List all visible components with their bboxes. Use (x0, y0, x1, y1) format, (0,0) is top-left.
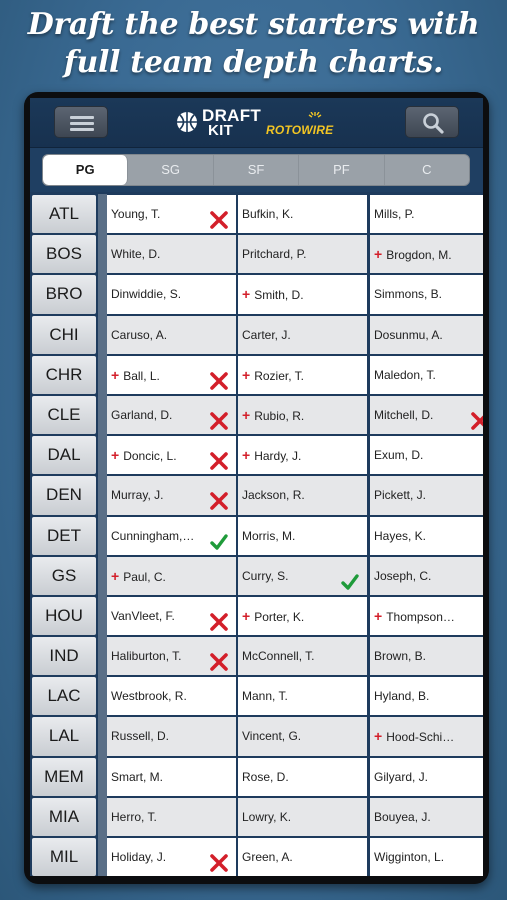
search-icon (422, 112, 444, 134)
app-logo (176, 104, 346, 144)
x-icon (471, 407, 483, 425)
team-row (30, 556, 483, 596)
player-cell[interactable] (238, 476, 367, 514)
player-cell[interactable] (107, 597, 236, 635)
player-name: Cunningham,… (111, 528, 195, 543)
plus-icon: + (242, 607, 251, 624)
player-name: Hyland, B. (374, 689, 430, 704)
plus-icon: + (111, 366, 120, 383)
row-divider (98, 395, 107, 435)
row-divider (98, 757, 107, 797)
player-name: VanVleet, F. (111, 608, 175, 623)
team-row (30, 797, 483, 837)
player-cell[interactable] (107, 396, 236, 434)
team-button[interactable]: LAC (32, 677, 96, 715)
team-row (30, 676, 483, 716)
player-cell[interactable] (370, 557, 483, 595)
logo-brand: ROTOWIRE (266, 123, 334, 137)
player-cell[interactable] (370, 798, 483, 836)
headline-line-2: full team depth charts. (63, 45, 444, 80)
team-row (30, 355, 483, 395)
row-divider (98, 837, 107, 876)
player-name: Doncic, L. (123, 449, 177, 464)
player-name: Holiday, J. (111, 850, 167, 864)
player-name: Rozier, T. (254, 368, 304, 383)
team-button[interactable]: BRO (32, 275, 96, 313)
tab-sg[interactable]: SG (128, 155, 213, 185)
player-cell[interactable] (238, 436, 367, 474)
player-name: Curry, S. (242, 568, 289, 583)
player-name: Green, A. (242, 850, 293, 864)
row-divider (98, 636, 107, 676)
player-cell[interactable] (370, 677, 483, 715)
player-cell[interactable] (238, 356, 367, 394)
player-cell[interactable] (107, 275, 236, 313)
player-cell[interactable] (107, 316, 236, 354)
x-icon (210, 608, 228, 626)
x-icon (210, 367, 228, 385)
team-row (30, 194, 483, 234)
team-button[interactable]: MIL (32, 838, 96, 876)
row-divider (98, 516, 107, 556)
x-icon (210, 447, 228, 465)
player-cell[interactable] (370, 717, 483, 755)
player-name: Mann, T. (242, 689, 288, 704)
player-name: Jackson, R. (242, 488, 305, 503)
player-name: Dinwiddie, S. (111, 287, 182, 302)
player-cell[interactable] (238, 275, 367, 313)
team-row (30, 596, 483, 636)
player-cell[interactable] (370, 235, 483, 273)
plus-icon: + (374, 246, 383, 263)
team-button[interactable]: DET (32, 517, 96, 555)
player-cell[interactable] (107, 436, 236, 474)
player-name: White, D. (111, 247, 161, 262)
row-divider (98, 475, 107, 515)
player-cell[interactable] (238, 517, 367, 555)
player-cell[interactable] (370, 275, 483, 313)
player-cell[interactable] (238, 677, 367, 715)
player-cell[interactable] (238, 637, 367, 675)
player-name: Ball, L. (123, 368, 160, 383)
player-cell[interactable] (370, 637, 483, 675)
player-name: McConnell, T. (242, 649, 315, 664)
top-bar (30, 98, 483, 148)
player-cell[interactable] (370, 316, 483, 354)
player-name: Mitchell, D. (374, 407, 434, 422)
player-cell[interactable] (107, 838, 236, 876)
player-name: Porter, K. (254, 609, 305, 624)
player-name: Herro, T. (111, 809, 157, 824)
team-row (30, 315, 483, 355)
player-name: Maledon, T. (374, 367, 436, 382)
player-name: Bufkin, K. (242, 207, 294, 221)
player-cell[interactable] (107, 356, 236, 394)
player-cell[interactable] (370, 195, 483, 233)
team-button[interactable]: GS (32, 557, 96, 595)
player-cell[interactable] (107, 517, 236, 555)
x-icon (210, 648, 228, 666)
team-row (30, 837, 483, 876)
player-name: Murray, J. (111, 488, 164, 503)
row-divider (98, 234, 107, 274)
team-button[interactable]: CHI (32, 316, 96, 354)
check-icon (341, 568, 359, 586)
player-cell[interactable] (107, 717, 236, 755)
headline-line-1: Draft the best starters with (27, 7, 480, 42)
player-name: Morris, M. (242, 528, 296, 543)
player-name: Dosunmu, A. (374, 327, 443, 342)
row-divider (98, 676, 107, 716)
team-button[interactable]: LAL (32, 717, 96, 755)
player-name: Rubio, R. (254, 408, 305, 423)
player-name: Vincent, G. (242, 729, 302, 744)
player-name: Joseph, C. (374, 568, 432, 583)
team-row (30, 757, 483, 797)
player-name: Pickett, J. (374, 488, 427, 503)
tab-pf[interactable]: PF (299, 155, 384, 185)
team-row (30, 516, 483, 556)
team-button[interactable]: CLE (32, 396, 96, 434)
team-row (30, 395, 483, 435)
player-name: Hardy, J. (254, 449, 302, 464)
team-row (30, 475, 483, 515)
player-name: Carter, J. (242, 327, 291, 342)
player-cell[interactable] (107, 476, 236, 514)
player-name: Simmons, B. (374, 287, 443, 302)
player-name: Rose, D. (242, 769, 289, 784)
row-divider (98, 315, 107, 355)
team-button[interactable]: MIA (32, 798, 96, 836)
player-cell[interactable] (238, 235, 367, 273)
x-icon (210, 849, 228, 867)
search-button[interactable] (405, 106, 459, 138)
player-cell[interactable] (238, 396, 367, 434)
player-name: Thompson… (386, 609, 455, 624)
player-name: Lowry, K. (242, 809, 292, 824)
plus-icon: + (242, 286, 251, 303)
spark-icon (308, 112, 322, 124)
position-tabs (42, 154, 470, 186)
team-row (30, 636, 483, 676)
plus-icon: + (111, 447, 120, 464)
player-cell[interactable] (370, 758, 483, 796)
team-button[interactable]: DAL (32, 436, 96, 474)
player-cell[interactable] (370, 597, 483, 635)
player-cell[interactable] (238, 195, 367, 233)
player-name: Russell, D. (111, 729, 170, 744)
team-button[interactable]: IND (32, 637, 96, 675)
team-row (30, 274, 483, 314)
player-name: Westbrook, R. (111, 689, 187, 704)
player-cell[interactable] (238, 798, 367, 836)
player-name: Caruso, A. (111, 327, 168, 342)
player-cell[interactable] (107, 637, 236, 675)
position-tabs-bar (30, 148, 483, 192)
row-divider (98, 274, 107, 314)
x-icon (210, 487, 228, 505)
player-cell[interactable] (238, 717, 367, 755)
logo-word-draft: DRAFT (202, 106, 262, 125)
team-button[interactable]: HOU (32, 597, 96, 635)
plus-icon: + (242, 366, 251, 383)
row-divider (98, 194, 107, 234)
player-name: Bouyea, J. (374, 809, 431, 824)
player-cell[interactable] (370, 476, 483, 514)
depth-chart-grid (30, 194, 483, 876)
player-cell[interactable] (238, 557, 367, 595)
player-name: Brown, B. (374, 649, 427, 664)
plus-icon: + (242, 406, 251, 423)
player-cell[interactable] (107, 677, 236, 715)
player-cell[interactable] (370, 838, 483, 876)
player-name: Wigginton, L. (374, 850, 445, 864)
player-name: Brogdon, M. (386, 248, 452, 263)
player-cell[interactable] (370, 436, 483, 474)
player-cell[interactable] (370, 517, 483, 555)
player-name: Garland, D. (111, 407, 173, 422)
check-icon (210, 528, 228, 546)
row-divider (98, 797, 107, 837)
player-cell[interactable] (107, 235, 236, 273)
player-cell[interactable] (107, 798, 236, 836)
player-name: Smart, M. (111, 769, 164, 784)
player-cell[interactable] (107, 557, 236, 595)
team-button[interactable]: MEM (32, 758, 96, 796)
team-row (30, 716, 483, 756)
player-name: Hayes, K. (374, 528, 427, 543)
basketball-icon (176, 111, 198, 133)
team-row (30, 435, 483, 475)
player-cell[interactable] (238, 758, 367, 796)
player-name: Smith, D. (254, 288, 304, 303)
plus-icon: + (242, 447, 251, 464)
x-icon (210, 206, 228, 224)
app-screen (30, 98, 483, 876)
tab-sf[interactable]: SF (214, 155, 299, 185)
player-name: Mills, P. (374, 207, 415, 221)
plus-icon: + (374, 607, 383, 624)
promo-headline (0, 6, 507, 82)
hamburger-icon (70, 116, 94, 130)
player-cell[interactable] (238, 316, 367, 354)
player-name: Paul, C. (123, 569, 166, 584)
row-divider (98, 716, 107, 756)
plus-icon: + (111, 567, 120, 584)
plus-icon: + (374, 728, 383, 745)
player-name: Hood-Schi… (386, 730, 455, 745)
logo-word-kit: KIT (208, 122, 234, 139)
team-button[interactable]: DEN (32, 476, 96, 514)
tab-c[interactable]: C (422, 162, 432, 177)
player-name: Young, T. (111, 207, 161, 221)
player-cell[interactable] (107, 195, 236, 233)
player-cell[interactable] (370, 396, 483, 434)
player-name: Pritchard, P. (242, 247, 307, 262)
player-cell[interactable] (238, 838, 367, 876)
player-cell[interactable] (107, 758, 236, 796)
row-divider (98, 355, 107, 395)
player-name: Gilyard, J. (374, 769, 429, 784)
team-button[interactable]: BOS (32, 235, 96, 273)
row-divider (98, 596, 107, 636)
row-divider (98, 556, 107, 596)
menu-button[interactable] (54, 106, 108, 138)
team-button[interactable]: ATL (32, 195, 96, 233)
player-cell[interactable] (238, 597, 367, 635)
player-name: Haliburton, T. (111, 649, 182, 664)
row-divider (98, 435, 107, 475)
player-cell[interactable] (370, 356, 483, 394)
team-button[interactable]: CHR (32, 356, 96, 394)
tab-pg[interactable]: PG (43, 155, 128, 185)
x-icon (210, 407, 228, 425)
player-name: Exum, D. (374, 448, 424, 463)
team-row (30, 234, 483, 274)
